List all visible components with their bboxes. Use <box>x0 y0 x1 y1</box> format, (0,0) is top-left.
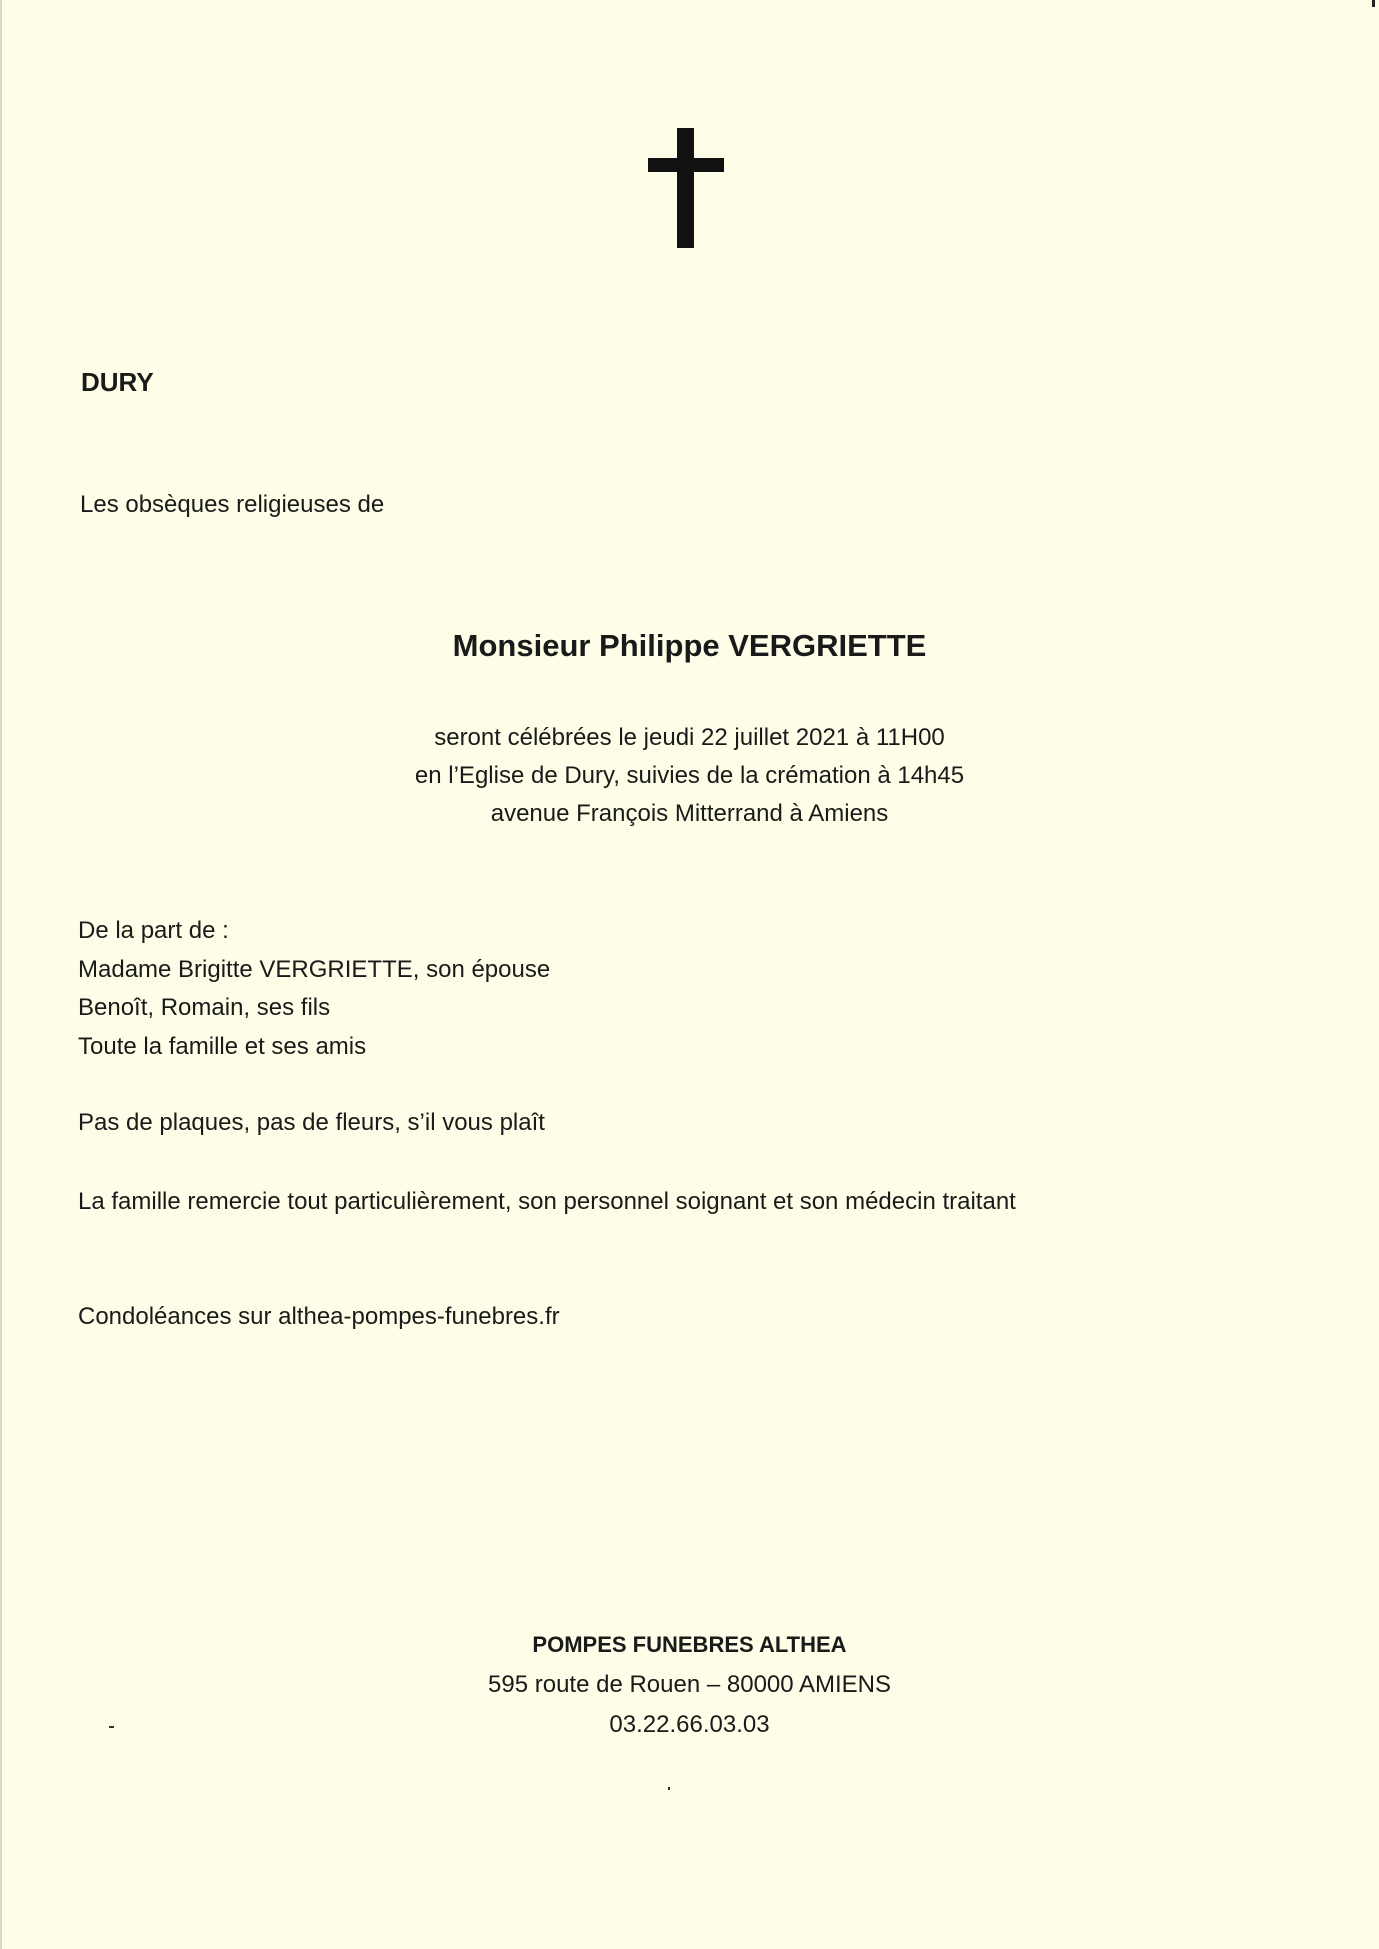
family-sons: Benoît, Romain, ses fils <box>78 994 331 1021</box>
family-list <box>78 912 550 1066</box>
funeral-home-phone: 03.22.66.03.03 <box>609 1711 770 1738</box>
family-others: Toute la famille et ses amis <box>78 1032 367 1060</box>
funeral-home-name: POMPES FUNEBRES ALTHEA <box>532 1632 847 1657</box>
ceremony-place-line: en l’Eglise de Dury, suivies de la crémation à 14h45 <box>414 762 965 789</box>
funeral-home-footer <box>0 1625 1379 1745</box>
ceremony-details <box>0 719 1379 833</box>
family-heading: De la part de : <box>78 917 229 944</box>
family-spouse: Madame Brigitte VERGRIETTE, son épouse <box>78 955 551 983</box>
intro-text: Les obsèques religieuses de <box>80 491 385 518</box>
thanks-text: La famille remercie tout particulièrement, son personnel soignant et son médecin traitant <box>78 1188 1016 1215</box>
cremation-address-line: avenue François Mitterrand à Amiens <box>490 800 889 827</box>
scan-speck <box>109 1726 114 1728</box>
scan-speck <box>668 1787 670 1790</box>
latin-cross-icon <box>648 128 724 248</box>
town-heading: DURY <box>81 367 154 397</box>
ceremony-date-line: seront célébrées le jeudi 22 juillet 2021 à 11H00 <box>434 724 945 751</box>
deceased-name: Monsieur Philippe VERGRIETTE <box>452 628 927 663</box>
flowers-request: Pas de plaques, pas de fleurs, s’il vous plaît <box>78 1109 545 1136</box>
scan-mark <box>1372 0 1375 7</box>
funeral-home-address: 595 route de Rouen – 80000 AMIENS <box>488 1671 891 1698</box>
condolences-text: Condoléances sur althea-pompes-funebres.fr <box>78 1303 560 1330</box>
